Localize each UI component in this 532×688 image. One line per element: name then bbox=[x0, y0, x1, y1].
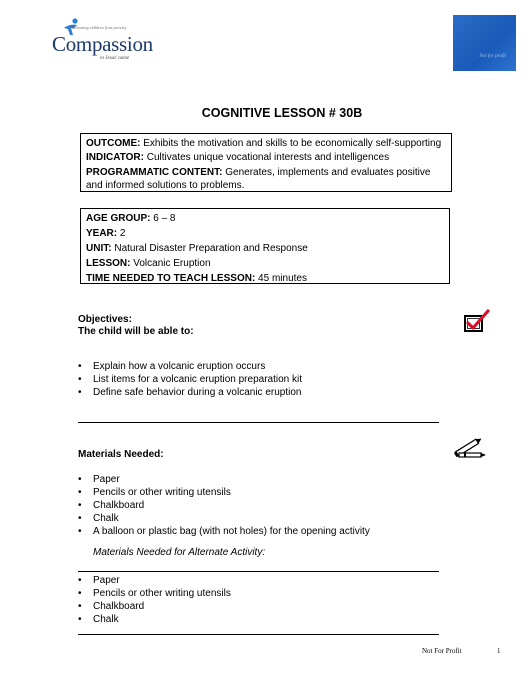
page-title: COGNITIVE LESSON # 30B bbox=[201, 106, 363, 120]
year-value: 2 bbox=[117, 228, 126, 239]
outcome-line bbox=[86, 137, 446, 150]
objectives-heading: Objectives: bbox=[78, 314, 132, 325]
list-item: • A balloon or plastic bag (with not holes) for the opening activity bbox=[78, 525, 438, 538]
pencil-crossed-icon bbox=[451, 433, 487, 461]
logo-tagline: Releasing children from poverty bbox=[72, 25, 127, 30]
list-item: • Chalk bbox=[78, 512, 438, 525]
list-item: • Pencils or other writing utensils bbox=[78, 587, 438, 600]
alternate-materials-heading: Materials Needed for Alternate Activity: bbox=[93, 547, 266, 558]
list-item: • Chalk bbox=[78, 613, 438, 626]
list-item: • Paper bbox=[78, 473, 438, 486]
time-line bbox=[86, 272, 444, 285]
divider bbox=[78, 571, 439, 572]
footer-note: Not For Profit bbox=[422, 647, 462, 655]
time-label: TIME NEEDED TO TEACH LESSON: bbox=[86, 273, 256, 284]
indicator-line bbox=[86, 151, 446, 164]
programmatic-text: Generates, implements and evaluates positive and informed solutions to problems. bbox=[86, 167, 431, 191]
age-group-line bbox=[86, 212, 444, 225]
list-item: • Explain how a volcanic eruption occurs bbox=[78, 360, 438, 373]
divider bbox=[78, 634, 439, 635]
age-group-label: AGE GROUP: bbox=[86, 213, 151, 224]
list-item: • Pencils or other writing utensils bbox=[78, 486, 438, 499]
logo-subline: in Jesus' name bbox=[100, 56, 130, 61]
time-value: 45 minutes bbox=[255, 273, 307, 284]
unit-value: Natural Disaster Preparation and Response bbox=[111, 243, 308, 254]
compassion-logo bbox=[52, 18, 167, 68]
unit-line bbox=[86, 242, 444, 255]
programmatic-line bbox=[86, 166, 446, 192]
lesson-info-box bbox=[80, 208, 450, 284]
list-item: • Chalkboard bbox=[78, 600, 438, 613]
corner-blue-block bbox=[453, 15, 516, 71]
lesson-label: LESSON: bbox=[86, 258, 131, 269]
list-item: • Define safe behavior during a volcanic eruption bbox=[78, 386, 438, 399]
list-item: • Chalkboard bbox=[78, 499, 438, 512]
checkbox-checked-icon bbox=[464, 309, 490, 333]
objectives-list bbox=[78, 360, 438, 399]
page-number: 1 bbox=[497, 647, 501, 655]
indicator-text: Cultivates unique vocational interests and intelligences bbox=[143, 152, 390, 163]
outcome-text: Exhibits the motivation and skills to be economically self-supporting bbox=[140, 138, 442, 149]
age-group-value: 6 – 8 bbox=[150, 213, 176, 224]
programmatic-label: PROGRAMMATIC CONTENT: bbox=[86, 167, 223, 178]
unit-label: UNIT: bbox=[86, 243, 112, 254]
objectives-subheading: The child will be able to: bbox=[78, 326, 194, 337]
corner-mark: Not for profit bbox=[479, 54, 506, 59]
outcome-label: OUTCOME: bbox=[86, 138, 141, 149]
indicator-label: INDICATOR: bbox=[86, 152, 144, 163]
lesson-value: Volcanic Eruption bbox=[130, 258, 211, 269]
divider bbox=[78, 422, 439, 423]
outcome-box bbox=[80, 133, 452, 192]
materials-heading: Materials Needed: bbox=[78, 449, 164, 460]
year-label: YEAR: bbox=[86, 228, 118, 239]
logo-wordmark: Compassion bbox=[52, 32, 153, 56]
year-line bbox=[86, 227, 444, 240]
alternate-materials-list bbox=[78, 574, 438, 626]
list-item: • Paper bbox=[78, 574, 438, 587]
list-item: • List items for a volcanic eruption preparation kit bbox=[78, 373, 438, 386]
materials-list bbox=[78, 473, 438, 538]
lesson-line bbox=[86, 257, 444, 270]
